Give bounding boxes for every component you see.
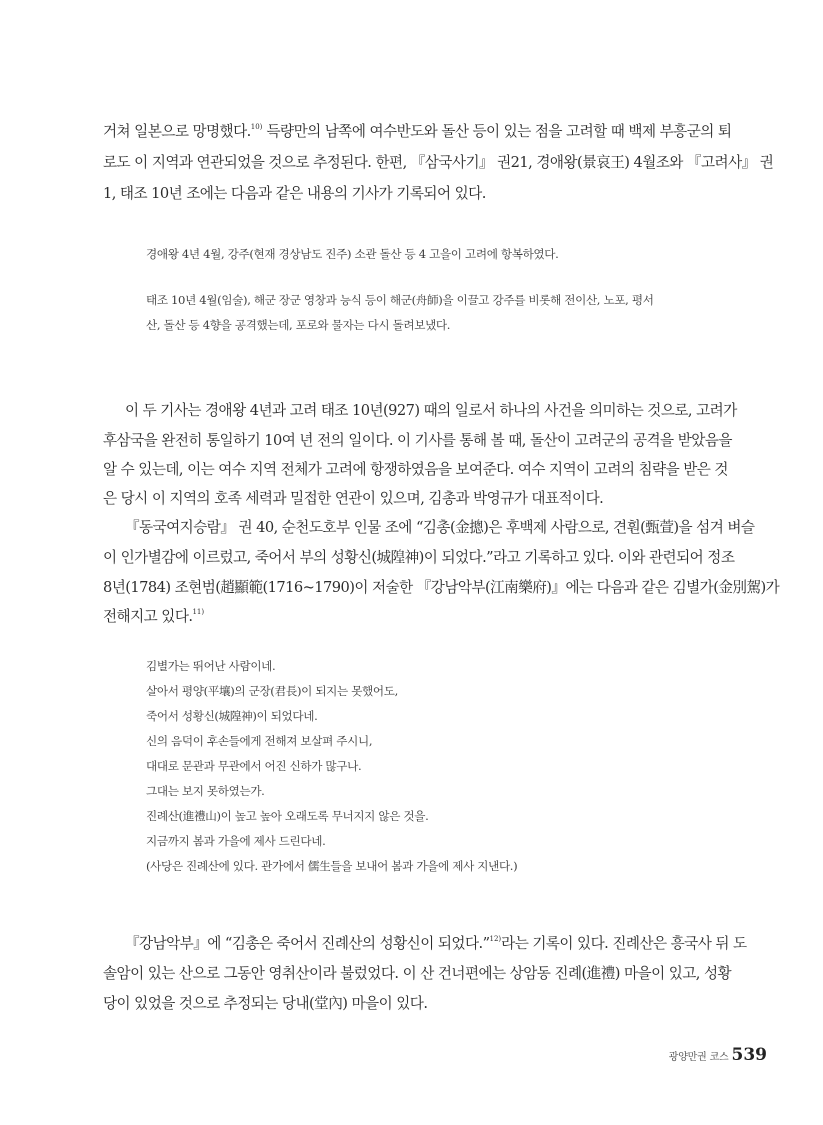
footnote-ref[interactable]: 12) xyxy=(489,935,502,943)
text-line: 이 두 기사는 경애왕 4년과 고려 태조 10년(927) 때의 일로서 하나의 사건을 의미하는 것으로, 고려가 xyxy=(125,402,737,419)
poem-line: 김별가는 뛰어난 사람이네. xyxy=(146,659,276,673)
text-line: 알 수 있는데, 이는 여수 지역 전체가 고려에 항쟁하였음을 보여준다. 여수 지역이 고려의 침략을 받은 것 xyxy=(103,461,728,478)
quote-line: 경애왕 4년 4월, 강주(현재 경상남도 진주) 소관 돌산 등 4 고을이 고려에 항복하였다. xyxy=(146,247,559,261)
poem-line: 죽어서 성황신(城隍神)이 되었다네. xyxy=(146,709,318,723)
text-line: 『강남악부』에 “김총은 죽어서 진례산의 성황신이 되었다.”$^{12)}$라는 기록이 있다. 진례산은 흥국사 뒤 도 xyxy=(125,935,747,952)
poem-line: 지금까지 봄과 가을에 제사 드린다네. xyxy=(146,834,326,848)
quote-line: 태조 10년 4월(임술), 해군 장군 영창과 능식 등이 해군(舟師)을 이끌고 강주를 비롯해 전이산, 노포, 평서 xyxy=(146,293,654,307)
text-line: 거쳐 일본으로 망명했다.$^{10)}$ 득량만의 남쪽에 여수반도와 돌산 등이 있는 점을 고려할 때 백제 부흥군의 퇴 xyxy=(103,123,732,140)
quote-line: 산, 돌산 등 4향을 공격했는데, 포로와 물자는 다시 돌려보냈다. xyxy=(146,318,451,332)
text-line: 1, 태조 10년 조에는 다음과 같은 내용의 기사가 기록되어 있다. xyxy=(103,185,486,202)
poem-line: 신의 음덕이 후손들에게 전해져 보살펴 주시니, xyxy=(146,734,373,748)
poem-line: 살아서 평양(平壤)의 군장(君長)이 되지는 못했어도, xyxy=(146,684,398,698)
poem-line: 대대로 문관과 무관에서 어진 신하가 많구나. xyxy=(146,759,362,773)
footnote-ref[interactable]: 10) xyxy=(250,123,263,131)
text-line: 8년(1784) 조현범(趙顯範(1716~1790)이 저술한 『강남악부(江南樂府)』에는 다음과 같은 김별가(金別駕)가 xyxy=(103,579,780,596)
text-line: 전해지고 있다.$^{11)}$ xyxy=(103,608,205,625)
running-title: 광양만권 코스 xyxy=(668,1052,729,1063)
page-footer xyxy=(669,1045,767,1065)
text-line: 솔암이 있는 산으로 그동안 영취산이라 불렀었다. 이 산 건너편에는 상암동 진례(進禮) 마을이 있고, 성황 xyxy=(103,965,732,982)
text-line: 당이 있었을 것으로 추정되는 당내(堂內) 마을이 있다. xyxy=(103,995,428,1012)
page-number: 539 xyxy=(731,1045,767,1065)
text-line: 후삼국을 완전히 통일하기 10여 년 전의 일이다. 이 기사를 통해 볼 때, 돌산이 고려군의 공격을 받았음을 xyxy=(103,432,732,449)
footnote-ref[interactable]: 11) xyxy=(192,608,205,616)
text-line: 『동국여지승람』 권 40, 순천도호부 인물 조에 “김총(金摠)은 후백제 사람으로, 견훤(甄萱)을 섬겨 벼슬 xyxy=(125,519,755,536)
text-line: 은 당시 이 지역의 호족 세력과 밀접한 연관이 있으며, 김총과 박영규가 대표적이다. xyxy=(103,490,604,507)
poem-line: 그대는 보지 못하였는가. xyxy=(146,784,265,798)
text-line: 이 인가별감에 이르렀고, 죽어서 부의 성황신(城隍神)이 되었다.”라고 기록하고 있다. 이와 관련되어 정조 xyxy=(103,549,735,566)
text-line: 로도 이 지역과 연관되었을 것으로 추정된다. 한편, 『삼국사기』 권21, 경애왕(景哀王) 4월조와 『고려사』 권 xyxy=(103,154,774,171)
poem-line: (사당은 진례산에 있다. 관가에서 儒生들을 보내어 봄과 가을에 제사 지낸다.) xyxy=(146,859,518,873)
poem-line: 진례산(進禮山)이 높고 높아 오래도록 무너지지 않은 것을. xyxy=(146,809,429,823)
